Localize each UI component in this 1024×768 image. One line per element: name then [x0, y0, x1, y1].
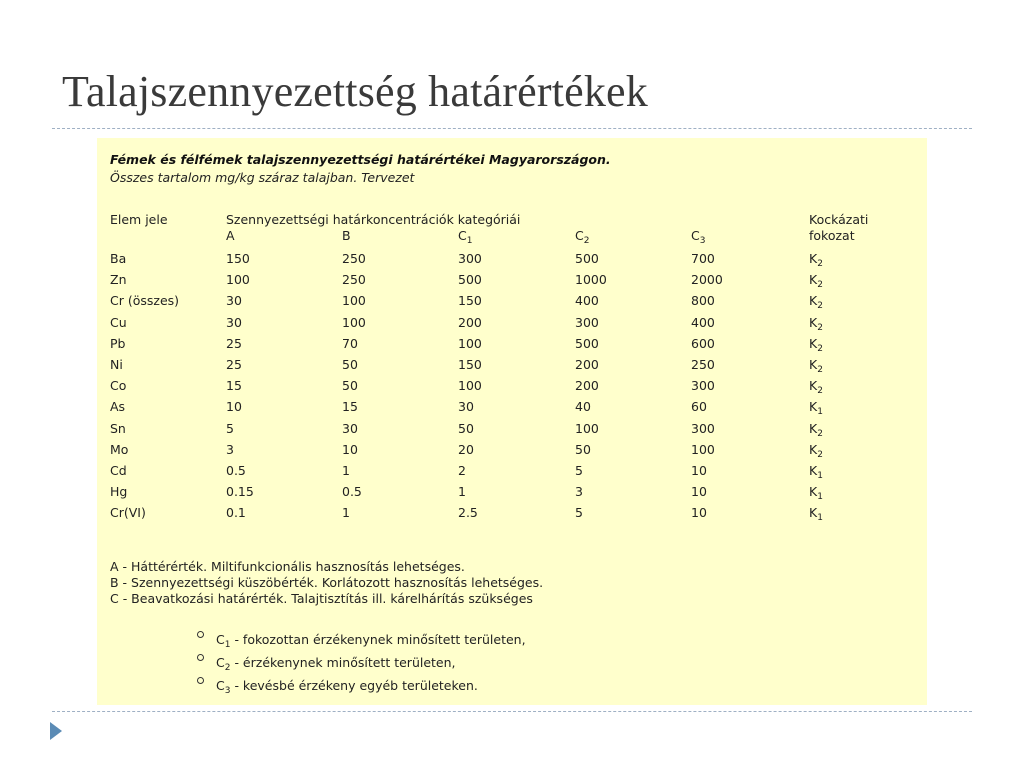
- cell-element: Cr (összes): [110, 293, 180, 308]
- cell-a: 5: [226, 421, 234, 436]
- cell-c1: 100: [458, 336, 482, 351]
- cell-a: 10: [226, 399, 242, 414]
- cell-risk: $K_2$: [809, 442, 823, 460]
- cell-c2: 5: [575, 463, 583, 478]
- header-risk-line2: fokozat: [809, 228, 855, 243]
- cell-a: 0.5: [226, 463, 246, 478]
- cell-element: Mo: [110, 442, 129, 457]
- cell-a: 150: [226, 251, 250, 266]
- note-a: A - Háttérérték. Miltifunkcionális hasznosítás lehetséges.: [110, 559, 465, 574]
- cell-c2: 500: [575, 336, 599, 351]
- cell-c1: 2: [458, 463, 466, 478]
- cell-risk: $K_2$: [809, 272, 823, 290]
- cell-a: 25: [226, 357, 242, 372]
- cell-element: Ba: [110, 251, 127, 266]
- cell-element: Zn: [110, 272, 127, 287]
- cell-element: Ni: [110, 357, 123, 372]
- cell-c2: 3: [575, 484, 583, 499]
- note-c: C - Beavatkozási határérték. Talajtisztítás ill. kárelhárítás szükséges: [110, 591, 533, 606]
- cell-b: 100: [342, 293, 366, 308]
- cell-b: 1: [342, 463, 350, 478]
- slide-title: Talajszennyezettség határértékek: [62, 67, 648, 116]
- cell-b: 100: [342, 315, 366, 330]
- cell-element: Cd: [110, 463, 127, 478]
- cell-c1: 20: [458, 442, 474, 457]
- cell-risk: $K_1$: [809, 463, 823, 481]
- circle-bullet-icon: [197, 654, 204, 661]
- cell-c2: 500: [575, 251, 599, 266]
- header-categories: Szennyezettségi határkoncentrációk kategóriái: [226, 212, 521, 227]
- cell-risk: $K_1$: [809, 505, 823, 523]
- cell-b: 50: [342, 357, 358, 372]
- cell-risk: $K_1$: [809, 484, 823, 502]
- cell-c2: 1000: [575, 272, 607, 287]
- cell-element: Cr(VI): [110, 505, 146, 520]
- cell-c1: 100: [458, 378, 482, 393]
- cell-c1: 50: [458, 421, 474, 436]
- cell-b: 10: [342, 442, 358, 457]
- cell-a: 30: [226, 315, 242, 330]
- c3-category-item: $C_3$ - kevésbé érzékeny egyéb területeken.: [197, 677, 478, 693]
- cell-c3: 100: [691, 442, 715, 457]
- triangle-bullet-icon: [50, 722, 62, 740]
- cell-c3: 250: [691, 357, 715, 372]
- cell-a: 100: [226, 272, 250, 287]
- cell-c2: 300: [575, 315, 599, 330]
- header-col-c3: $C_3$: [691, 228, 706, 246]
- cell-c1: 1: [458, 484, 466, 499]
- cell-c3: 2000: [691, 272, 723, 287]
- cell-c2: 200: [575, 378, 599, 393]
- cell-c3: 300: [691, 421, 715, 436]
- cell-c2: 40: [575, 399, 591, 414]
- cell-c3: 10: [691, 484, 707, 499]
- title-divider: [52, 128, 972, 129]
- header-col-c2: $C_2$: [575, 228, 590, 246]
- cell-element: As: [110, 399, 126, 414]
- cell-c2: 100: [575, 421, 599, 436]
- cell-risk: $K_2$: [809, 378, 823, 396]
- cell-a: 0.1: [226, 505, 246, 520]
- cell-b: 15: [342, 399, 358, 414]
- circle-bullet-icon: [197, 677, 204, 684]
- header-col-b: B: [342, 228, 351, 243]
- cell-b: 30: [342, 421, 358, 436]
- cell-risk: $K_2$: [809, 421, 823, 439]
- cell-a: 25: [226, 336, 242, 351]
- cell-c1: 30: [458, 399, 474, 414]
- cell-b: 50: [342, 378, 358, 393]
- cell-c1: 200: [458, 315, 482, 330]
- cell-a: 15: [226, 378, 242, 393]
- cell-b: 70: [342, 336, 358, 351]
- limits-table-panel: [97, 138, 927, 705]
- cell-element: Hg: [110, 484, 128, 499]
- cell-b: 250: [342, 251, 366, 266]
- cell-c1: 300: [458, 251, 482, 266]
- cell-c2: 5: [575, 505, 583, 520]
- cell-element: Co: [110, 378, 127, 393]
- cell-risk: $K_2$: [809, 293, 823, 311]
- cell-b: 0.5: [342, 484, 362, 499]
- cell-c3: 700: [691, 251, 715, 266]
- cell-risk: $K_2$: [809, 251, 823, 269]
- cell-risk: $K_2$: [809, 357, 823, 375]
- cell-a: 30: [226, 293, 242, 308]
- cell-c3: 400: [691, 315, 715, 330]
- cell-c2: 400: [575, 293, 599, 308]
- table-subheading: Összes tartalom mg/kg száraz talajban. Tervezet: [110, 170, 415, 185]
- header-element: Elem jele: [110, 212, 168, 227]
- cell-c2: 200: [575, 357, 599, 372]
- cell-c1: 2.5: [458, 505, 478, 520]
- cell-a: 0.15: [226, 484, 254, 499]
- header-col-a: A: [226, 228, 235, 243]
- cell-element: Sn: [110, 421, 126, 436]
- circle-bullet-icon: [197, 631, 204, 638]
- cell-b: 250: [342, 272, 366, 287]
- cell-a: 3: [226, 442, 234, 457]
- cell-c3: 10: [691, 463, 707, 478]
- header-risk-line1: Kockázati: [809, 212, 869, 227]
- c2-category-item: $C_2$ - érzékenynek minősített területen,: [197, 654, 456, 670]
- cell-risk: $K_1$: [809, 399, 823, 417]
- c1-category-item: $C_1$ - fokozottan érzékenynek minősített területen,: [197, 631, 526, 647]
- table-heading: Fémek és félfémek talajszennyezettségi határértékei Magyarországon.: [110, 152, 611, 167]
- cell-b: 1: [342, 505, 350, 520]
- cell-c3: 600: [691, 336, 715, 351]
- note-b: B - Szennyezettségi küszöbérték. Korlátozott hasznosítás lehetséges.: [110, 575, 544, 590]
- cell-c3: 800: [691, 293, 715, 308]
- cell-risk: $K_2$: [809, 336, 823, 354]
- header-col-c1: $C_1$: [458, 228, 473, 246]
- cell-c1: 150: [458, 293, 482, 308]
- cell-element: Pb: [110, 336, 126, 351]
- cell-c3: 60: [691, 399, 707, 414]
- footer-divider: [52, 711, 972, 712]
- cell-risk: $K_2$: [809, 315, 823, 333]
- cell-c3: 10: [691, 505, 707, 520]
- cell-c1: 500: [458, 272, 482, 287]
- cell-c3: 300: [691, 378, 715, 393]
- cell-c1: 150: [458, 357, 482, 372]
- cell-element: Cu: [110, 315, 127, 330]
- cell-c2: 50: [575, 442, 591, 457]
